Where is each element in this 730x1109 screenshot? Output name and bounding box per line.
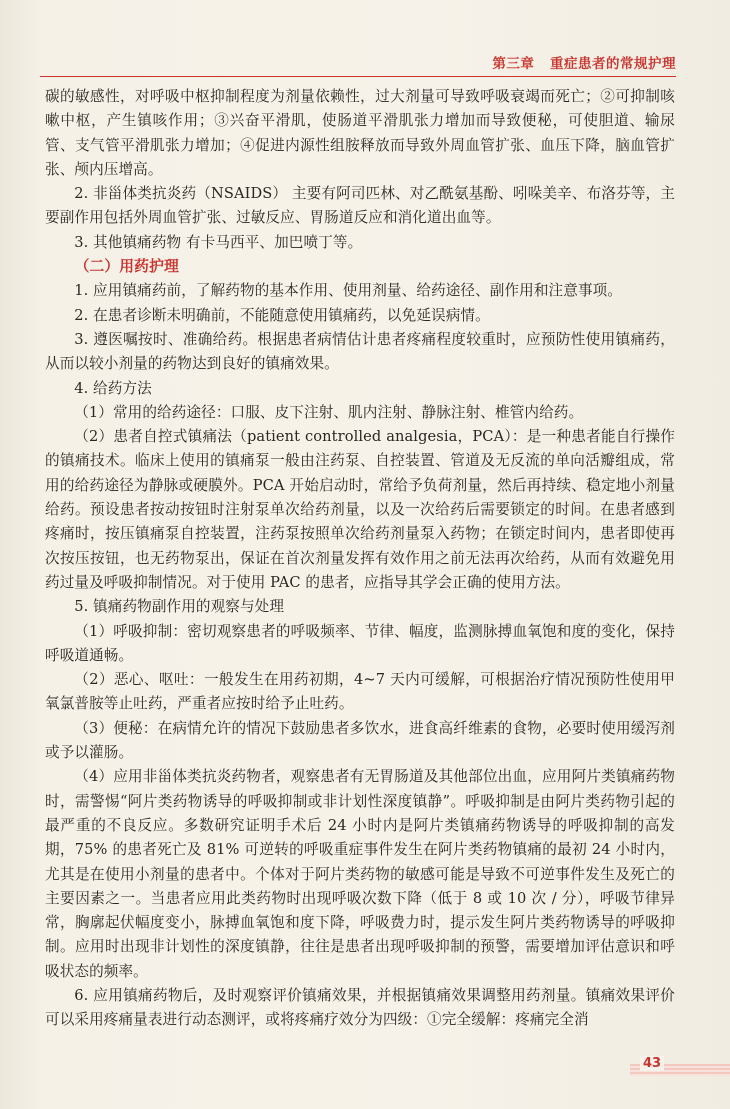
sub-item: （1）呼吸抑制：密切观察患者的呼吸频率、节律、幅度，监测脉搏血氧饱和度的变化，保持呼吸道通畅。 bbox=[45, 622, 675, 664]
sub-item: （2）患者自控式镇痛法（patient controlled analgesia，PCA）：是一种患者能自行操作的镇痛技术。临床上使用的镇痛泵一般由注药泵、自控装置、管道及无反流的单向活瓣组成，常用的给药途径为静脉或硬膜外。PCA 开始启动时，常给予负荷剂量，然后再持续、稳定地小剂量给药。预设患者按动按钮时注射泵单次给药剂量，以及一次给药后需要锁定的时间。在患者感到疼痛时，按压镇痛泵自控装置，注药泵按照单次给药剂量泵入药物；在锁定时间内，患者即使再次按压按钮，也无药物泵出，保证在首次剂量发挥有效作用之前无法再次给药，从而有效避免用药过量及呼吸抑制情况。对于使用 PAC 的患者，应指导其学会正确的使用方法。 bbox=[45, 428, 675, 591]
header-text bbox=[492, 52, 676, 72]
chapter-title: 重症患者的常规护理 bbox=[550, 56, 676, 72]
body-text bbox=[45, 85, 675, 1033]
sub-item: （3）便秘：在病情允许的情况下鼓励患者多饮水，进食高纤维素的食物，必要时使用缓泻剂或予以灌肠。 bbox=[45, 719, 675, 762]
list-item: 6. 应用镇痛药物后，及时观察评价镇痛效果，并根据镇痛效果调整用药剂量。镇痛效果评价可以采用疼痛量表进行动态测评，或将疼痛疗效分为四级：①完全缓解：疼痛完全消 bbox=[45, 986, 675, 1029]
sub-item: （1）常用的给药途径：口服、皮下注射、肌内注射、静脉注射、椎管内给药。 bbox=[74, 403, 584, 421]
list-item: 5. 镇痛药物副作用的观察与处理 bbox=[74, 598, 285, 616]
page-number: 43 bbox=[640, 1056, 664, 1071]
paragraph-continuation: 碳的敏感性，对呼吸中枢抑制程度为剂量依赖性，过大剂量可导致呼吸衰竭而死亡；②可抑制咳嗽中枢，产生镇咳作用；③兴奋平滑肌，使肠道平滑肌张力增加而导致便秘，可使胆道、输尿管、支气管平滑肌张力增加；④促进内源性组胺释放而导致外周血管扩张、血压下降，脑血管扩张、颅内压增高。 bbox=[45, 88, 675, 178]
list-item: 4. 给药方法 bbox=[74, 379, 152, 397]
paragraph-nsaids: 2. 非甾体类抗炎药（NSAIDS） 主要有阿司匹林、对乙酰氨基酚、吲哚美辛、布洛芬等，主要副作用包括外周血管扩张、过敏反应、胃肠道反应和消化道出血等。 bbox=[45, 185, 675, 227]
list-item: 3. 遵医嘱按时、准确给药。根据患者病情估计患者疼痛程度较重时，应预防性使用镇痛药，从而以较小剂量的药物达到良好的镇痛效果。 bbox=[45, 330, 675, 373]
chapter-label: 第三章 bbox=[492, 56, 535, 72]
sub-item: （4）应用非甾体类抗炎药物者，观察患者有无胃肠道及其他部位出血，应用阿片类镇痛药物时，需警惕“阿片类药物诱导的呼吸抑制或非计划性深度镇静”。呼吸抑制是由阿片类药物引起的最严重的不良反应。多数研究证明手术后 24 小时内是阿片类镇痛药物诱导的呼吸抑制的高发期，75% 的患者死亡及 81% 可逆转的呼吸重症事件发生在阿片类药物镇痛的最初 24 小时内，尤其是在使用小剂量的患者中。个体对于阿片类药物的敏感可能是导致不可逆事件发生及死亡的主要因素之一。当患者应用此类药物时出现呼吸次数下降（低于 8 或 10 次 / 分），呼吸节律异常，胸廓起伏幅度变小，脉搏血氧饱和度下降，呼吸费力时，提示发生阿片类药物诱导的呼吸抑制。应用时出现非计划性的深度镇静，往往是患者出现呼吸抑制的预警，需要增加评估意识和呼吸状态的频率。 bbox=[45, 768, 675, 980]
list-item: 2. 在患者诊断未明确前，不能随意使用镇痛药，以免延误病情。 bbox=[74, 306, 490, 324]
paragraph-other-drugs: 3. 其他镇痛药物 有卡马西平、加巴喷丁等。 bbox=[74, 233, 363, 251]
running-header bbox=[40, 50, 676, 77]
sub-item: （2）恶心、呕吐：一般发生在用药初期，4~7 天内可缓解，可根据治疗情况预防性使用甲氧氯普胺等止吐药，严重者应按时给予止吐药。 bbox=[45, 671, 675, 713]
section-heading: （二）用药护理 bbox=[74, 258, 179, 276]
list-item: 1. 应用镇痛药前，了解药物的基本作用、使用剂量、给药途径、副作用和注意事项。 bbox=[74, 282, 623, 300]
